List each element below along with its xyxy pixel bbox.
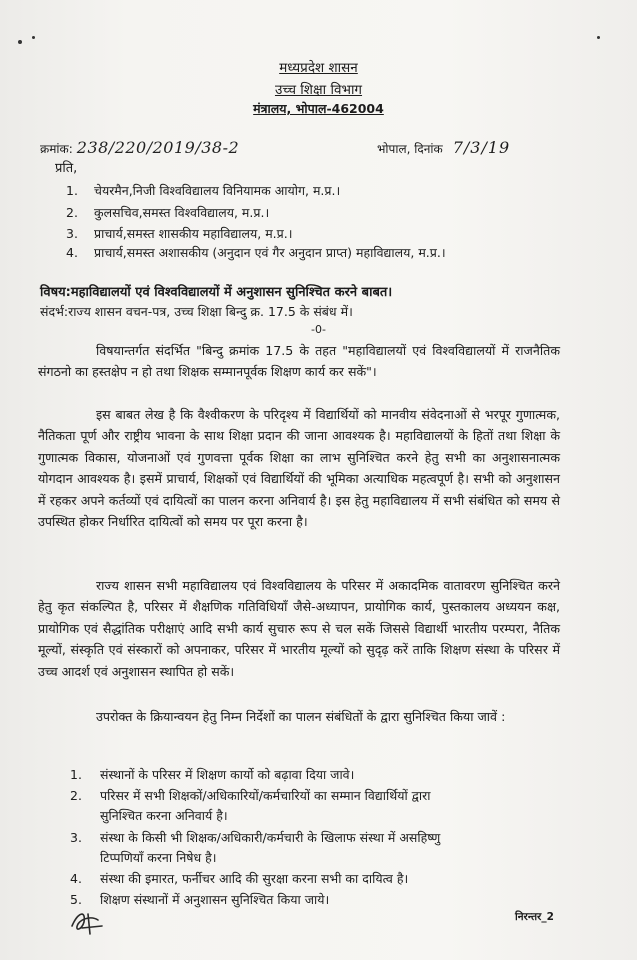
place-date-label: भोपाल, दिनांक [377, 142, 443, 156]
directive-number: 4. [70, 871, 82, 886]
directive-item [70, 891, 329, 908]
header-govt: मध्यप्रदेश शासन [279, 60, 358, 76]
separator: -0- [311, 323, 326, 336]
directive-text: परिसर में सभी शिक्षकों/अधिकारियों/कर्मचारियों का सम्मान विद्यार्थियों द्वारा [100, 788, 431, 803]
directive-item [70, 870, 408, 887]
addressee-number: 4. [66, 245, 78, 260]
continuation-note: निरन्तर_2 [515, 911, 554, 923]
reference-number-label: क्रमांक: [40, 142, 73, 156]
reference-number [40, 138, 239, 157]
directive-number: 5. [70, 892, 82, 907]
speck-mark [32, 36, 35, 39]
addressee-text: चेयरमैन,निजी विश्वविद्यालय विनियामक आयोग, म.प्र.। [94, 183, 341, 198]
addressee-number: 3. [66, 226, 78, 241]
addressee-item [66, 225, 292, 242]
addressee-item [66, 182, 340, 199]
addressee-item [66, 244, 446, 261]
speck-mark [18, 40, 22, 44]
paragraph-instructions: उपरोक्त के क्रियान्वयन हेतु निम्न निर्देशों का पालन संबंधितों के द्वारा सुनिश्चित किया जावें : [96, 709, 506, 724]
paragraph-academic-environment: राज्य शासन सभी महाविद्यालय एवं विश्वविद्यालय के परिसर में अकादमिक वातावरण सुनिश्चित करने हेतु कृत संकल्पित है, परिसर में शैक्षणिक गतिविधियाँ जैसे-अध्यापन, प्रायोगिक कार्य, पुस्तकालय अध्ययन कक्ष, प्रायोगिक एवं सैद्धांतिक परीक्षाएं आदि सभी कार्य सुचारु रूप से चल सकें जिससे विद्यार्थी भारतीय परम्परा, नैतिक मूल्यों, संस्कृति एवं संस्कारों को अपनाकर, परिसर में भारतीय मूल्यों को सुदृढ़ करें ताकि शिक्षण संस्था के परिसर में उच्च आदर्श एवं अनुशासन स्थापित हो सकें। [38, 578, 560, 679]
addressee-text: प्राचार्य,समस्त अशासकीय (अनुदान एवं गैर अनुदान प्राप्त) महाविद्यालय, म.प्र.। [94, 245, 446, 260]
reference-line: संदर्भ:राज्य शासन वचन-पत्र, उच्च शिक्षा बिन्दु क्र. 17.5 के संबंध में। [40, 304, 353, 319]
directive-number: 3. [70, 830, 82, 845]
paragraph-discipline: इस बाबत लेख है कि वैश्वीकरण के परिदृश्य में विद्यार्थियों को मानवीय संवेदनाओं से भरपूर गुणात्मक, नैतिकता पूर्ण और राष्ट्रीय भावना के साथ शिक्षा प्रदान की जाना आवश्यक है। महाविद्यालयों के हितों तथा शिक्षा के गुणात्मक विकास, योजनाओं एवं गुणवत्ता पूर्वक शिक्षा का लाभ सुनिश्चित करने हेतु सभी का अनुशासनात्मक योगदान आवश्यक है। इसमें प्राचार्य, शिक्षकों एवं विद्यार्थियों की भूमिका अत्याधिक महत्वपूर्ण है। सभी को अनुशासन में रहकर अपने कर्तव्यों एवं दायित्वों का पालन करना अनिवार्य है। इस हेतु महाविद्यालय में सभी संबंधित को समय से उपस्थित होकर निर्धारित दायित्वों को समय पर पूरा करना है। [38, 407, 560, 530]
paragraph-intro: विषयान्तर्गत संदर्भित "बिन्दु क्रमांक 17.5 के तहत "महाविद्यालयों एवं विश्वविद्यालयों में राजनैतिक संगठनो का हस्तक्षेप न हो तथा शिक्षक सम्मानपूर्वक शिक्षण कार्य कर सकें"। [38, 343, 560, 380]
header-address: मंत्रालय, भोपाल-462004 [253, 101, 384, 116]
directive-number: 2. [70, 788, 82, 803]
speck-mark [597, 36, 600, 39]
addressee-text: प्राचार्य,समस्त शासकीय महाविद्यालय, म.प्र.। [94, 226, 293, 241]
directive-text: संस्थानों के परिसर में शिक्षण कार्यो को बढ़ावा दिया जावे। [100, 767, 355, 782]
header-department: उच्च शिक्षा विभाग [274, 82, 363, 98]
place-date [377, 138, 510, 157]
date-value: 7/3/19 [452, 138, 511, 157]
directive-text-continued: सुनिश्चित करना अनिवार्य है। [100, 808, 228, 823]
addressee-number: 1. [66, 183, 78, 198]
salutation: प्रति, [55, 161, 78, 176]
addressee-number: 2. [66, 205, 78, 220]
directive-text: संस्था की इमारत, फर्नीचर आदि की सुरक्षा करना सभी का दायित्व है। [100, 871, 409, 886]
directive-text: संस्था के किसी भी शिक्षक/अधिकारी/कर्मचारी के खिलाफ संस्था में असहिष्णु [100, 830, 441, 845]
directive-number: 1. [70, 767, 82, 782]
directive-item [70, 829, 440, 846]
subject-line: विषय:महाविद्यालयों एवं विश्वविद्यालयों में अनुशासन सुनिश्चित करने बाबत। [40, 285, 393, 300]
signature-mark [68, 906, 108, 936]
addressee-text: कुलसचिव,समस्त विश्वविद्यालय, म.प्र.। [94, 205, 270, 220]
reference-number-value: 238/220/2019/38-2 [76, 138, 240, 157]
directive-item [70, 766, 354, 783]
directive-text-continued: टिप्पणियाँ करना निषेध है। [100, 850, 217, 865]
directive-item [70, 787, 430, 804]
directive-text: शिक्षण संस्थानों में अनुशासन सुनिश्चित किया जाये। [100, 892, 330, 907]
addressee-item [66, 204, 269, 221]
